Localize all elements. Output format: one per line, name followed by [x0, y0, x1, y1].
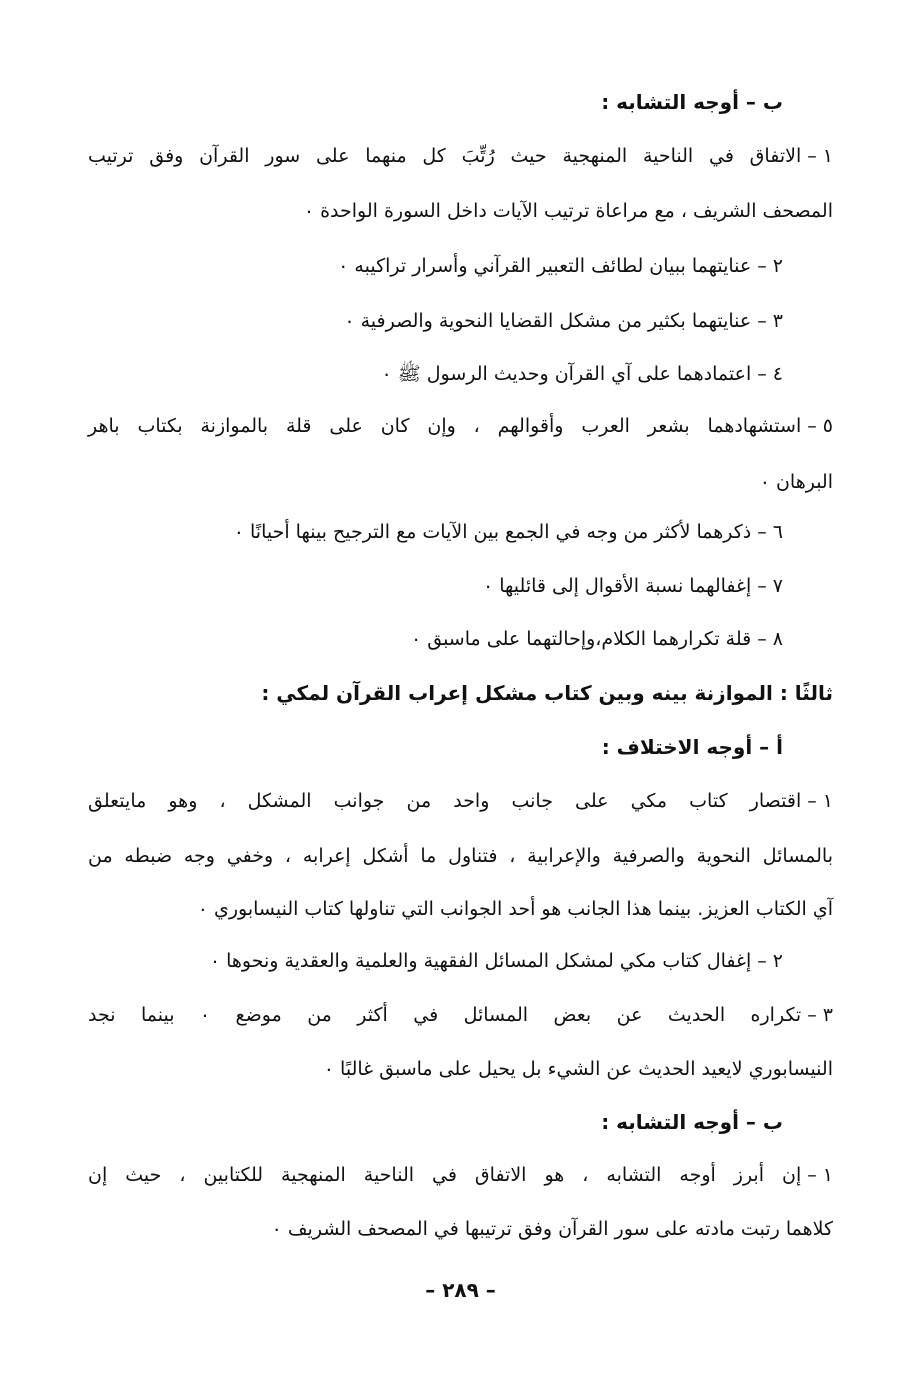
item-number: ١ – [807, 1164, 833, 1186]
list-item-b1-8: ٨ –قلة تكرارهما الكلام،وإحالتهما على ماسبق ٠ [411, 624, 783, 654]
item-number: ٢ – [757, 950, 783, 972]
item-number: ٣ – [807, 1004, 833, 1026]
list-item-a-1-line-3: آي الكتاب العزيز. بينما هذا الجانب هو أحد الجوانب التي تناولها كتاب النيسابوري ٠ [197, 898, 833, 920]
item-number: ٨ – [757, 628, 783, 650]
list-item-b1-6: ٦ –ذكرهما لأكثر من وجه في الجمع بين الآيات مع الترجيح بينها أحيانًا ٠ [234, 517, 783, 547]
page-number: – ٢٨٩ – [425, 1278, 496, 1302]
list-item-a-1-line-1: ١ –اقتصار كتاب مكي على جانب واحد من جوانب المشكل ، وهو مايتعلق [88, 786, 833, 816]
list-item-b1-5-line-1: ٥ –استشهادهما بشعر العرب وأقوالهم ، وإن كان على قلة بالموازنة بكتاب باهر [88, 411, 833, 441]
item-number: ٤ – [757, 363, 783, 385]
list-item-a-1-line-2: بالمسائل النحوية والصرفية والإعرابية ، فتناول ما أشكل إعرابه ، وخفي وجه ضبطه من [88, 845, 833, 867]
item-number: ٥ – [807, 415, 833, 437]
section-heading-comparison: ثالثًا : الموازنة بينه وبين كتاب مشكل إعراب القرآن لمكي : [261, 681, 833, 705]
list-item-b1-1-line-2: المصحف الشريف ، مع مراعاة ترتيب الآيات داخل السورة الواحدة ٠ [303, 200, 833, 222]
section-heading-similarities-2: ب – أوجه التشابه : [601, 1110, 783, 1134]
item-number: ٢ – [757, 255, 783, 277]
list-item-b1-2: ٢ –عنايتهما ببيان لطائف التعبير القرآني وأسرار تراكيبه ٠ [338, 251, 783, 281]
item-number: ٧ – [757, 575, 783, 597]
list-item-b1-4: ٤ –اعتمادهما على آي القرآن وحديث الرسول ﷺ ٠ [381, 359, 783, 389]
list-item-b2-1-line-2: كلاهما رتبت مادته على سور القرآن وفق ترتيبها في المصحف الشريف ٠ [271, 1218, 833, 1240]
item-number: ٣ – [757, 310, 783, 332]
list-item-b1-7: ٧ –إغفالهما نسبة الأقوال إلى قائليها ٠ [483, 571, 783, 601]
list-item-b1-3: ٣ –عنايتهما بكثير من مشكل القضايا النحوية والصرفية ٠ [344, 306, 783, 336]
list-item-b2-1-line-1: ١ –إن أبرز أوجه التشابه ، هو الاتفاق في الناحية المنهجية للكتابين ، حيث إن [88, 1160, 833, 1190]
list-item-a-3-line-2: النيسابوري لايعيد الحديث عن الشيء بل يحيل على ماسبق غالبًا ٠ [323, 1058, 833, 1080]
list-item-b1-1-line-1: ١ –الاتفاق في الناحية المنهجية حيث رُتِّبَ كل منهما على سور القرآن وفق ترتيب [88, 141, 833, 171]
item-number: ١ – [807, 790, 833, 812]
section-heading-similarities: ب – أوجه التشابه : [601, 90, 783, 114]
list-item-a-2: ٢ –إغفال كتاب مكي لمشكل المسائل الفقهية والعلمية والعقدية ونحوها ٠ [210, 946, 783, 976]
item-number: ١ – [807, 145, 833, 167]
list-item-a-3-line-1: ٣ –تكراره الحديث عن بعض المسائل في أكثر من موضع ٠ بينما نجد [88, 1000, 833, 1030]
list-item-b1-5-line-2: البرهان ٠ [759, 471, 833, 493]
section-heading-differences: أ – أوجه الاختلاف : [601, 735, 783, 759]
item-number: ٦ – [757, 521, 783, 543]
